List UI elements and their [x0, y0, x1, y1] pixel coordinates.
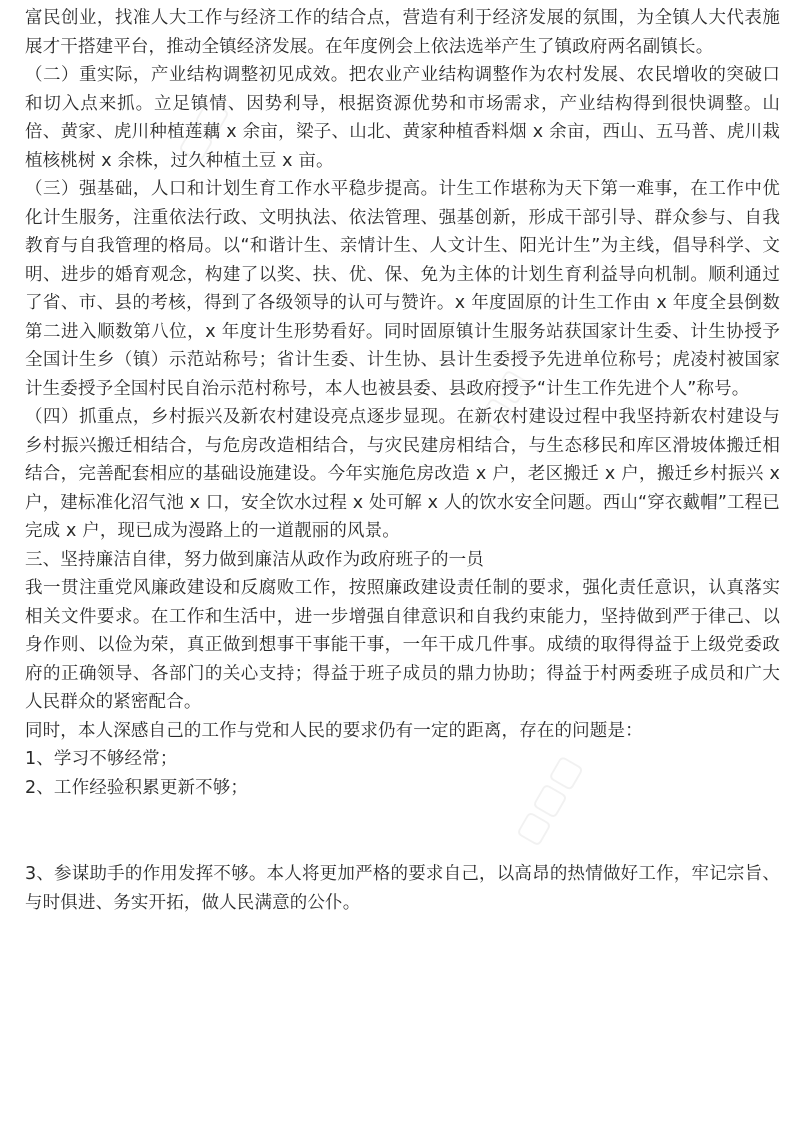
list-item-problem-3: 3、参谋助手的作用发挥不够。本人将更加严格的要求自己，以高昂的热情做好工作，牢记宗旨、与时俱进、务实开拓，做人民满意的公仆。: [25, 864, 780, 913]
paragraph-problems-intro: 同时，本人深感自己的工作与党和人民的要求仍有一定的距离，存在的问题是：: [25, 720, 643, 741]
list-item-problem-1: 1、学习不够经常；: [25, 749, 178, 769]
paragraph-continuation: 富民创业，找准人大工作与经济工作的结合点，营造有利于经济发展的氛围，为全镇人大代表施展才干搭建平台，推动全镇经济发展。在年度例会上依法选举产生了镇政府两名副镇长。: [25, 8, 780, 57]
blank-gap: [25, 802, 780, 860]
watermark-mark: ▢▢▢: [506, 748, 590, 852]
paragraph-section-4-rural-construction: （四）抓重点，乡村振兴及新农村建设亮点逐步显现。在新农村建设过程中我坚持新农村建设与乡村振兴搬迁相结合，与危房改造相结合，与灾民建房相结合，与生态移民和库区滑坡体搬迁相结合，完善配套相应的基础设施建设。今年实施危房改造 x 户，老区搬迁 x 户，搬迁乡村振兴 x 户，建标准化沼气池 x 口，安全饮水过程 x 处可解 x 人的饮水安全问题。西山“穿衣戴帽”工程已完成 x 户，现已成为漫路上的一道靓丽的风景。: [25, 407, 780, 541]
watermark-mark: ▢▢: [468, 362, 536, 438]
list-item-problem-2: 2、工作经验积累更新不够；: [25, 777, 249, 798]
paragraph-section-3-family-planning: （三）强基础，人口和计划生育工作水平稳步提高。计生工作堪称为天下第一难事，在工作中优化计生服务，注重依法行政、文明执法、依法管理、强基创新，形成干部引导、群众参与、自我教育与自我管理的格局。以“和谐计生、亲情计生、人文计生、阳光计生”为主线，倡导科学、文明、进步的婚育观念，构建了以奖、扶、优、保、免为主体的计划生育利益导向机制。顺利通过了省、市、县的考核，得到了各级领导的认可与赞许。x 年度固原的计生工作由 x 年度全县倒数第二进入顺数第八位，x 年度计生形势看好。同时固原镇计生服务站获国家计生委、计生协授予全国计生乡（镇）示范站称号；省计生委、计生协、县计生委授予先进单位称号；虎凌村被国家计生委授予全国村民自治示范村称号，本人也被县委、县政府授予“计生工作先进个人”称号。: [25, 179, 780, 399]
watermark-mark: ▢▢: [168, 92, 236, 168]
paragraph-integrity: 我一贯注重党风廉政建设和反腐败工作，按照廉政建设责任制的要求，强化责任意识，认真落实相关文件要求。在工作和生活中，进一步增强自律意识和自我约束能力，坚持做到严于律己、以身作则、以俭为荣，真正做到想事干事能干事，一年干成几件事。成绩的取得得益于上级党委政府的正确领导、各部门的关心支持；得益于班子成员的鼎力协助；得益于村两委班子成员和广大人民群众的紧密配合。: [25, 578, 780, 712]
paragraph-section-2-industry: （二）重实际，产业结构调整初见成效。把农业产业结构调整作为农村发展、农民增收的突破口和切入点来抓。立足镇情、因势利导，根据资源优势和市场需求，产业结构得到很快调整。山倍、黄家、虎川种植莲藕 x 余亩，梁子、山北、黄家种植香料烟 x 余亩，西山、五马普、虎川栽植核桃树 x 余株，过久种植土豆 x 亩。: [25, 65, 780, 171]
heading-section-three: 三、坚持廉洁自律，努力做到廉洁从政作为政府班子的一员: [25, 549, 484, 570]
document-body: [25, 4, 780, 917]
